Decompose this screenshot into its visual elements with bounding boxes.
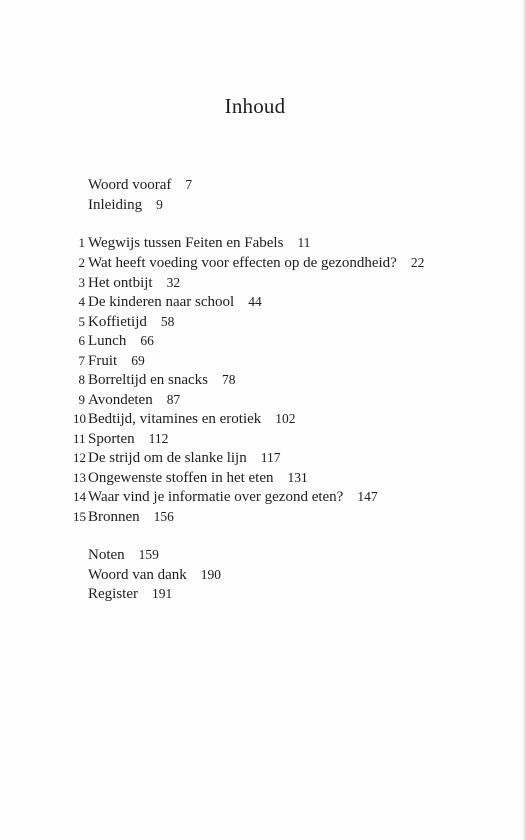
toc-entry-label: Register xyxy=(88,586,138,602)
chapter-page: 117 xyxy=(260,450,281,465)
chapter-page: 102 xyxy=(275,411,296,426)
toc-entry-label: Noten xyxy=(88,547,125,563)
chapter-number: 14 xyxy=(73,489,86,504)
chapter-label: Ongewenste stoffen in het eten xyxy=(88,470,274,486)
chapter-page: 66 xyxy=(140,333,154,348)
toc-entry-page: 190 xyxy=(200,567,222,582)
chapter-page: 156 xyxy=(153,509,174,524)
page-title: Inhoud xyxy=(224,94,286,118)
chapter-label: Wat heeft voeding voor effecten op de gezondheid? xyxy=(88,255,397,271)
chapter-label: Avondeten xyxy=(88,392,153,408)
chapter-label: Koffietijd xyxy=(88,314,147,330)
chapter-label: De strijd om de slanke lijn xyxy=(88,450,247,466)
chapter-label: Bedtijd, vitamines en erotiek xyxy=(88,411,262,427)
chapter-number: 10 xyxy=(73,411,86,426)
chapter-page: 147 xyxy=(357,489,378,504)
toc-entry-label: Woord van dank xyxy=(88,567,187,583)
toc-entry-page: 159 xyxy=(138,547,159,562)
chapter-number: 1 xyxy=(78,235,85,250)
chapter-number: 4 xyxy=(78,294,85,309)
chapter-number: 8 xyxy=(78,372,85,387)
chapter-page: 87 xyxy=(166,392,181,407)
toc-entry-label: Woord vooraf xyxy=(88,177,172,193)
chapter-number: 11 xyxy=(73,431,86,446)
chapter-label: Lunch xyxy=(88,333,127,349)
chapter-number: 12 xyxy=(73,450,86,465)
chapter-number: 2 xyxy=(78,255,85,270)
toc-entry-page: 7 xyxy=(185,177,193,192)
chapter-number: 6 xyxy=(78,333,85,348)
chapter-page: 44 xyxy=(248,294,262,309)
chapter-label: Sporten xyxy=(88,431,135,447)
chapter-page: 22 xyxy=(410,255,425,270)
chapter-number: 3 xyxy=(78,275,85,290)
chapter-page: 78 xyxy=(221,372,236,387)
chapter-label: Het ontbijt xyxy=(88,275,153,291)
toc-entry-page: 9 xyxy=(156,197,163,212)
chapter-label: Wegwijs tussen Feiten en Fabels xyxy=(88,235,284,251)
chapter-number: 15 xyxy=(73,509,86,524)
chapter-number: 5 xyxy=(78,314,85,329)
chapter-page: 58 xyxy=(160,314,175,329)
chapter-page: 11 xyxy=(297,235,311,250)
chapter-page: 112 xyxy=(148,431,169,446)
chapter-label: Bronnen xyxy=(88,509,140,525)
chapter-page: 32 xyxy=(166,275,181,290)
chapter-label: Fruit xyxy=(88,353,118,369)
chapter-page: 131 xyxy=(287,470,308,485)
chapter-label: Waar vind je informatie over gezond eten? xyxy=(88,489,344,505)
toc-entry-label: Inleiding xyxy=(88,197,143,213)
chapter-number: 13 xyxy=(73,470,86,485)
chapter-number: 7 xyxy=(78,353,85,368)
toc-entry-page: 191 xyxy=(152,586,173,601)
chapter-label: Borreltijd en snacks xyxy=(88,372,208,388)
chapter-number: 9 xyxy=(78,392,85,407)
chapter-page: 69 xyxy=(131,353,145,368)
chapter-label: De kinderen naar school xyxy=(88,294,235,310)
